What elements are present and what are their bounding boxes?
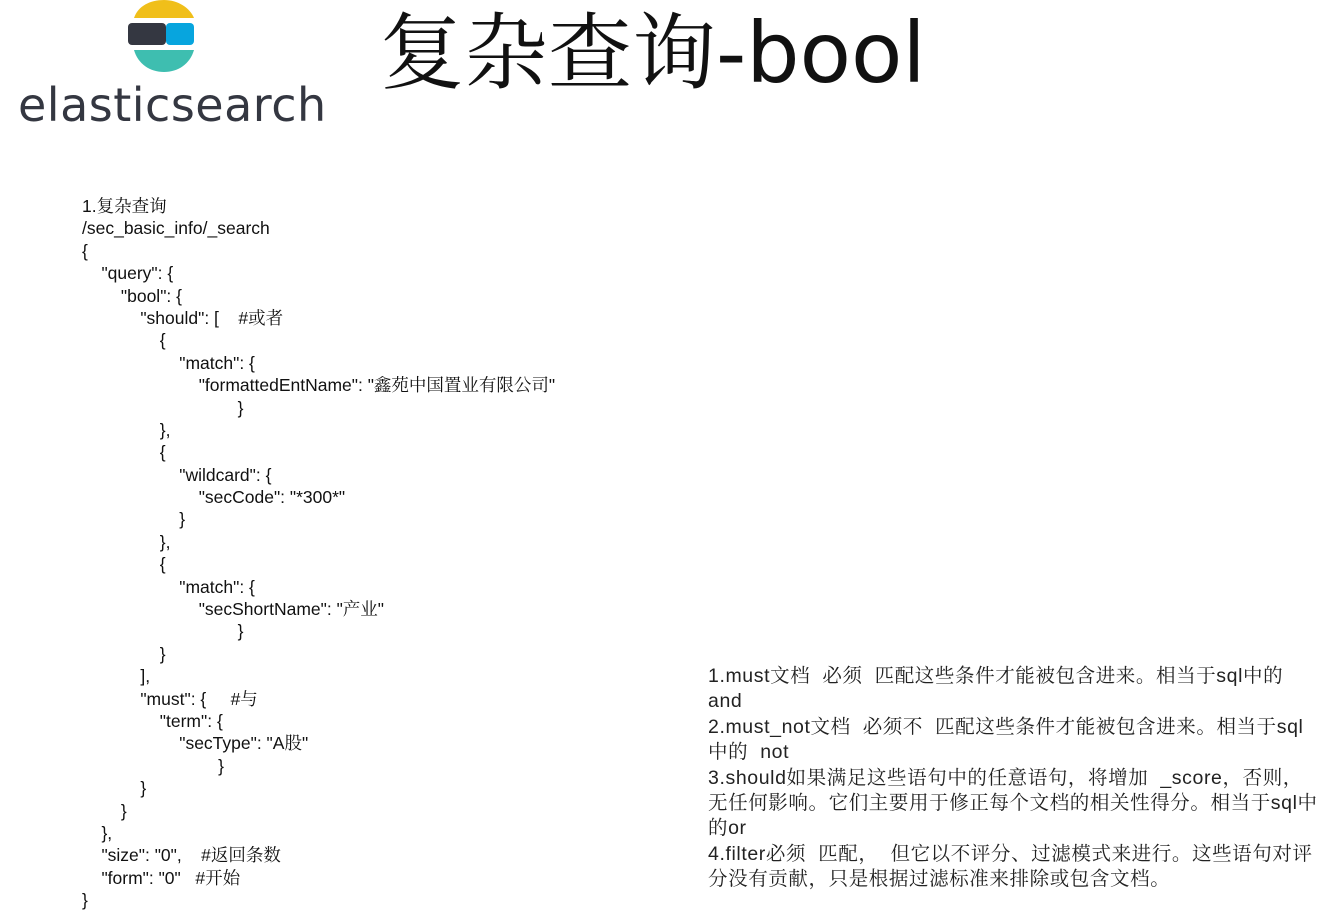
code-line: {	[82, 442, 166, 463]
code-line: "query": {	[82, 263, 174, 284]
code-line: "wildcard": {	[82, 464, 272, 485]
code-line: "should": [ #或者	[82, 307, 284, 328]
code-line: },	[82, 822, 113, 843]
code-line: /sec_basic_info/_search	[82, 218, 270, 239]
code-line: "must": { #与	[82, 688, 258, 709]
code-line: "match": {	[82, 352, 255, 373]
logo-wordmark: elasticsearch	[18, 78, 327, 132]
code-line: "size": "0", #返回条数	[82, 845, 281, 866]
code-line: }	[82, 778, 147, 799]
notes-panel	[708, 664, 1318, 893]
elasticsearch-logo-icon	[126, 0, 202, 74]
code-line: }	[82, 643, 166, 664]
logo-middle-left-bar	[128, 23, 166, 45]
logo-top-segment	[134, 0, 194, 18]
note-must-not: 2.must_not文档 必须不 匹配这些条件才能被包含进来。相当于sql中的 not	[708, 715, 1304, 764]
code-block	[82, 195, 555, 912]
logo-bottom-segment	[134, 50, 194, 72]
logo-middle-right-bar	[166, 23, 194, 45]
code-line: {	[82, 240, 88, 261]
elasticsearch-logo	[18, 0, 327, 132]
code-line: 1.复杂查询	[82, 196, 167, 216]
code-line: }	[82, 621, 244, 642]
code-line: {	[82, 330, 166, 351]
code-line: "form": "0" #开始	[82, 867, 241, 888]
code-line: "formattedEntName": "鑫苑中国置业有限公司"	[82, 375, 556, 396]
page-title: 复杂查询-bool	[380, 4, 926, 102]
code-line: "term": {	[82, 710, 223, 731]
note-must: 1.must文档 必须 匹配这些条件才能被包含进来。相当于sql中的 and	[708, 665, 1296, 713]
code-line: }	[82, 890, 88, 911]
code-line: ],	[82, 666, 151, 687]
note-should: 3.should如果满足这些语句中的任意语句，将增加 _score，否则，无任何影响。它们主要用于修正每个文档的相关性得分。相当于sql中的or	[708, 766, 1318, 840]
code-line: "secShortName": "产业"	[82, 599, 385, 620]
code-line: }	[82, 397, 244, 418]
code-line: "bool": {	[82, 285, 182, 306]
code-line: },	[82, 419, 171, 440]
code-line: {	[82, 554, 166, 575]
code-line: },	[82, 531, 171, 552]
code-line: }	[82, 800, 127, 821]
code-line: "secCode": "*300*"	[82, 487, 346, 508]
code-line: }	[82, 755, 224, 776]
code-line: "secType": "A股"	[82, 733, 309, 754]
code-line: }	[82, 509, 186, 530]
note-filter: 4.filter必须 匹配， 但它以不评分、过滤模式来进行。这些语句对评分没有贡献，只是根据过滤标准来排除或包含文档。	[708, 842, 1313, 891]
code-line: "match": {	[82, 576, 255, 597]
